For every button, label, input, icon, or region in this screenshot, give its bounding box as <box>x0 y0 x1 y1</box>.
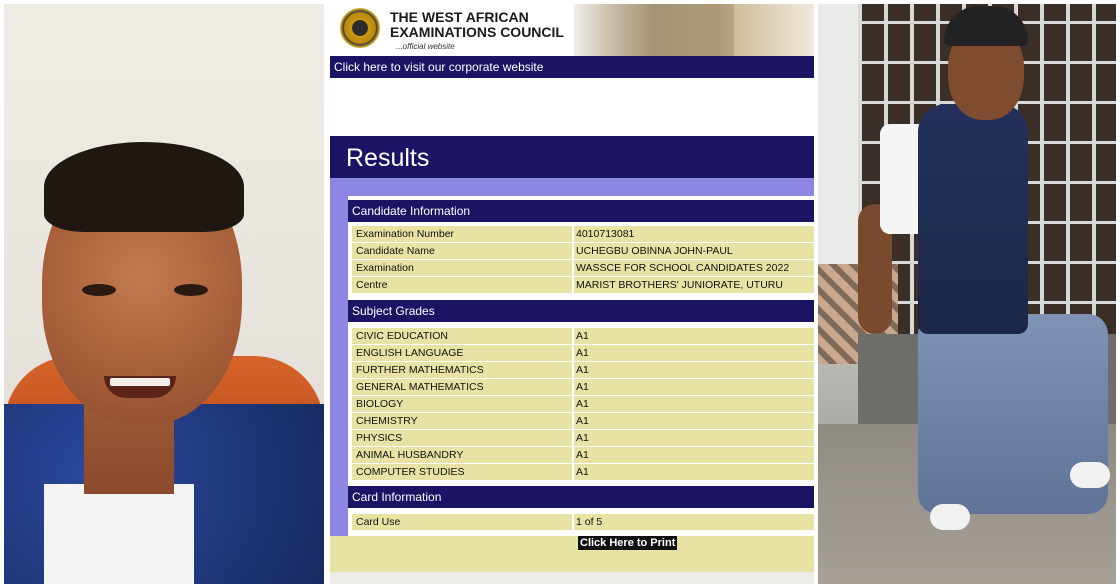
table-row <box>352 260 814 276</box>
row-value: A1 <box>576 364 589 376</box>
hair <box>44 142 244 232</box>
row-label: GENERAL MATHEMATICS <box>356 381 484 393</box>
table-row <box>352 464 814 480</box>
row-label: CHEMISTRY <box>356 415 418 427</box>
left-shoe <box>930 504 970 530</box>
corporate-link-bar <box>330 56 814 78</box>
results-title-bar <box>330 136 814 178</box>
teeth <box>110 378 170 386</box>
table-row <box>352 379 814 395</box>
print-button[interactable]: Click Here to Print <box>580 537 676 549</box>
results-body <box>330 178 814 584</box>
banner-photo <box>574 4 734 56</box>
row-label: ENGLISH LANGUAGE <box>356 347 464 359</box>
waec-result-page <box>330 4 814 584</box>
spacer <box>330 78 814 136</box>
row-value: A1 <box>576 415 589 427</box>
row-value: 1 of 5 <box>576 516 603 528</box>
row-value: WASSCE FOR SCHOOL CANDIDATES 2022 <box>576 262 790 274</box>
navy-vest <box>918 104 1028 334</box>
section-title: Card Information <box>352 490 442 504</box>
org-name: THE WEST AFRICAN EXAMINATIONS COUNCIL <box>390 9 564 40</box>
row-label: Candidate Name <box>356 245 435 257</box>
row-value: A1 <box>576 330 589 342</box>
left-eye <box>82 284 116 296</box>
row-value: A1 <box>576 381 589 393</box>
table-row <box>352 277 814 293</box>
seal-center <box>352 20 368 36</box>
table-row <box>352 514 814 530</box>
card-info-header <box>348 486 814 508</box>
corporate-website-link[interactable]: Click here to visit our corporate website <box>334 60 544 74</box>
left-student-photo <box>4 4 324 584</box>
table-row <box>352 413 814 429</box>
header-banner <box>330 4 814 56</box>
right-eye <box>174 284 208 296</box>
print-bar <box>330 536 814 572</box>
row-value: MARIST BROTHERS' JUNIORATE, UTURU <box>576 279 783 291</box>
table-row <box>352 430 814 446</box>
row-label: Centre <box>356 279 388 291</box>
table-row <box>352 345 814 361</box>
table-row <box>352 328 814 344</box>
row-value: A1 <box>576 347 589 359</box>
row-value: A1 <box>576 432 589 444</box>
table-row <box>352 226 814 242</box>
row-value: A1 <box>576 398 589 410</box>
row-label: Examination <box>356 262 414 274</box>
table-row <box>352 243 814 259</box>
row-label: ANIMAL HUSBANDRY <box>356 449 464 461</box>
row-value: A1 <box>576 449 589 461</box>
row-label: COMPUTER STUDIES <box>356 466 465 478</box>
table-row <box>352 447 814 463</box>
row-value: A1 <box>576 466 589 478</box>
right-shoe <box>1070 462 1110 488</box>
candidate-info-header <box>348 200 814 222</box>
bottom-strip <box>330 572 814 584</box>
results-table <box>348 196 814 560</box>
row-label: BIOLOGY <box>356 398 404 410</box>
row-value: UCHEGBU OBINNA JOHN-PAUL <box>576 245 733 257</box>
section-title: Candidate Information <box>352 204 471 218</box>
subject-grades-header <box>348 300 814 322</box>
row-label: PHYSICS <box>356 432 403 444</box>
row-label: FURTHER MATHEMATICS <box>356 364 484 376</box>
tagline: ...official website <box>396 42 455 51</box>
right-student-photo <box>818 4 1116 584</box>
white-tshirt <box>44 484 194 584</box>
row-label: CIVIC EDUCATION <box>356 330 448 342</box>
row-value: 4010713081 <box>576 228 635 240</box>
table-row <box>352 396 814 412</box>
row-label: Card Use <box>356 516 401 528</box>
section-title: Subject Grades <box>352 304 435 318</box>
page-title: Results <box>346 144 430 172</box>
row-label: Examination Number <box>356 228 455 240</box>
table-row <box>352 362 814 378</box>
